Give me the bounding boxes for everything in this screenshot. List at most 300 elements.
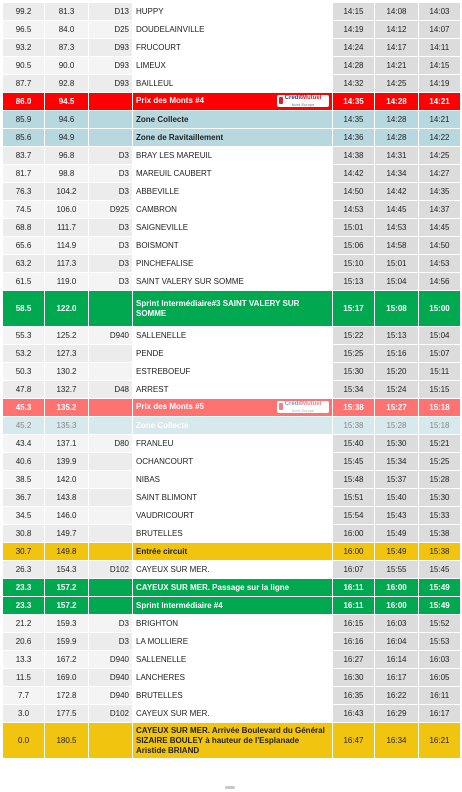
km-done-cell [45, 165, 89, 183]
time-mid-cell [375, 381, 419, 399]
time-fast-cell [333, 507, 375, 525]
place-cell [133, 597, 333, 615]
time-mid-text: 15:49 [386, 528, 407, 538]
place-text: DOUDELAINVILLE [136, 24, 205, 34]
place-text: NIBAS [136, 474, 161, 484]
km-done-cell [45, 471, 89, 489]
time-slow-text: 14:11 [429, 42, 450, 52]
time-slow-text: 15:15 [429, 384, 450, 394]
km-done-cell [45, 39, 89, 57]
time-fast-text: 15:01 [343, 222, 364, 232]
km-remaining-text: 26.3 [15, 564, 32, 574]
time-mid-cell [375, 21, 419, 39]
km-remaining-cell [3, 39, 45, 57]
sponsor-logo-icon [277, 95, 329, 107]
km-remaining-cell [3, 417, 45, 435]
km-remaining-cell [3, 93, 45, 111]
road-cell [89, 57, 133, 75]
km-remaining-cell [3, 201, 45, 219]
km-done-cell [45, 219, 89, 237]
km-remaining-text: 74.5 [15, 204, 32, 214]
km-remaining-text: 99.2 [15, 6, 32, 16]
time-slow-text: 15:18 [429, 420, 450, 430]
km-remaining-text: 76.3 [15, 186, 32, 196]
road-cell [89, 669, 133, 687]
route-row [3, 183, 461, 201]
time-fast-cell [333, 543, 375, 561]
time-fast-cell [333, 381, 375, 399]
road-cell [89, 111, 133, 129]
route-row [3, 399, 461, 417]
km-remaining-text: 93.2 [15, 42, 32, 52]
road-cell [89, 615, 133, 633]
km-done-text: 167.2 [56, 654, 77, 664]
sponsor-brand-word: Crédit [284, 401, 302, 407]
route-row [3, 75, 461, 93]
km-done-text: 114.9 [56, 240, 77, 250]
road-cell [89, 3, 133, 21]
time-slow-text: 14:35 [429, 186, 450, 196]
time-slow-cell [419, 687, 461, 705]
sponsor-brand-accent: Mutuel [302, 95, 322, 101]
route-row [3, 561, 461, 579]
km-done-text: 157.2 [56, 582, 77, 592]
time-fast-cell [333, 201, 375, 219]
route-row [3, 273, 461, 291]
km-done-text: 106.0 [56, 204, 77, 214]
place-cell [133, 237, 333, 255]
time-slow-text: 15:53 [429, 636, 450, 646]
road-text: D3 [118, 240, 129, 250]
time-fast-text: 15:45 [343, 456, 364, 466]
km-done-cell [45, 669, 89, 687]
time-fast-cell [333, 633, 375, 651]
road-cell [89, 399, 133, 417]
time-fast-cell [333, 219, 375, 237]
km-done-cell [45, 111, 89, 129]
place-text: ABBEVILLE [136, 186, 180, 196]
time-fast-cell [333, 453, 375, 471]
route-row [3, 543, 461, 561]
km-done-cell [45, 687, 89, 705]
time-slow-text: 15:38 [429, 546, 450, 556]
km-remaining-cell [3, 129, 45, 147]
route-row [3, 291, 461, 327]
time-mid-text: 14:31 [386, 150, 407, 160]
time-slow-cell [419, 165, 461, 183]
km-remaining-text: 0.0 [17, 735, 30, 745]
place-cell [133, 615, 333, 633]
km-done-text: 180.5 [56, 735, 77, 745]
time-mid-cell [375, 579, 419, 597]
time-fast-text: 16:35 [343, 690, 364, 700]
time-mid-cell [375, 633, 419, 651]
time-slow-text: 16:03 [429, 654, 450, 664]
time-mid-text: 15:43 [386, 510, 407, 520]
time-mid-cell [375, 543, 419, 561]
km-done-cell [45, 183, 89, 201]
time-fast-cell [333, 237, 375, 255]
km-done-cell [45, 147, 89, 165]
road-cell [89, 705, 133, 723]
time-fast-text: 15:51 [343, 492, 364, 502]
route-row [3, 687, 461, 705]
time-slow-cell [419, 543, 461, 561]
road-text: D3 [118, 222, 129, 232]
km-done-cell [45, 273, 89, 291]
place-text: PENDE [136, 348, 164, 358]
time-fast-cell [333, 417, 375, 435]
time-fast-text: 14:53 [343, 204, 364, 214]
route-row [3, 705, 461, 723]
time-slow-cell [419, 435, 461, 453]
place-cell [133, 327, 333, 345]
km-remaining-cell [3, 507, 45, 525]
road-cell [89, 381, 133, 399]
time-mid-cell [375, 39, 419, 57]
km-remaining-cell [3, 273, 45, 291]
time-slow-text: 15:18 [429, 402, 450, 412]
place-cell [133, 57, 333, 75]
time-mid-cell [375, 507, 419, 525]
place-cell [133, 507, 333, 525]
place-text: OCHANCOURT [136, 456, 194, 466]
route-row [3, 111, 461, 129]
place-text: HUPPY [136, 6, 164, 16]
road-text: D940 [109, 330, 129, 340]
time-fast-cell [333, 39, 375, 57]
km-remaining-cell [3, 21, 45, 39]
time-fast-text: 14:28 [343, 60, 364, 70]
km-remaining-text: 30.7 [15, 546, 32, 556]
time-slow-text: 14:25 [429, 150, 450, 160]
route-row [3, 201, 461, 219]
place-cell [133, 363, 333, 381]
time-slow-cell [419, 237, 461, 255]
km-done-text: 146.0 [56, 510, 77, 520]
road-cell [89, 597, 133, 615]
time-slow-cell [419, 633, 461, 651]
time-fast-cell [333, 93, 375, 111]
road-text: D48 [114, 384, 129, 394]
place-cell [133, 471, 333, 489]
time-slow-cell [419, 255, 461, 273]
time-fast-cell [333, 687, 375, 705]
km-remaining-text: 81.7 [15, 168, 32, 178]
time-mid-text: 16:22 [386, 690, 407, 700]
time-mid-text: 15:08 [386, 303, 407, 313]
km-done-cell [45, 417, 89, 435]
time-mid-text: 16:34 [386, 735, 407, 745]
place-cell [133, 147, 333, 165]
km-remaining-text: 61.5 [15, 276, 32, 286]
km-done-cell [45, 345, 89, 363]
route-row [3, 129, 461, 147]
km-remaining-cell [3, 597, 45, 615]
km-done-text: 104.2 [56, 186, 77, 196]
time-mid-text: 14:34 [386, 168, 407, 178]
time-mid-text: 14:17 [386, 42, 407, 52]
road-cell [89, 345, 133, 363]
time-slow-cell [419, 201, 461, 219]
time-slow-text: 14:56 [429, 276, 450, 286]
road-cell [89, 201, 133, 219]
time-fast-cell [333, 489, 375, 507]
km-remaining-text: 96.5 [15, 24, 32, 34]
time-slow-text: 14:15 [429, 60, 450, 70]
km-done-cell [45, 399, 89, 417]
km-done-cell [45, 129, 89, 147]
time-slow-text: 16:11 [429, 690, 450, 700]
time-slow-text: 15:07 [429, 348, 450, 358]
km-done-cell [45, 453, 89, 471]
time-fast-text: 15:38 [343, 402, 364, 412]
km-done-cell [45, 201, 89, 219]
time-mid-text: 14:28 [386, 96, 407, 106]
time-slow-text: 15:28 [429, 474, 450, 484]
place-cell [133, 183, 333, 201]
place-cell [133, 381, 333, 399]
place-cell [133, 345, 333, 363]
road-cell [89, 723, 133, 759]
time-slow-text: 14:21 [429, 96, 450, 106]
km-done-cell [45, 507, 89, 525]
time-mid-text: 14:21 [386, 60, 407, 70]
time-mid-cell [375, 57, 419, 75]
time-mid-cell [375, 669, 419, 687]
km-remaining-cell [3, 363, 45, 381]
time-mid-cell [375, 417, 419, 435]
time-slow-cell [419, 57, 461, 75]
time-mid-cell [375, 111, 419, 129]
time-mid-text: 16:14 [386, 654, 407, 664]
time-fast-cell [333, 327, 375, 345]
road-text: D940 [109, 690, 129, 700]
km-remaining-cell [3, 543, 45, 561]
route-row [3, 21, 461, 39]
time-slow-text: 15:52 [429, 618, 450, 628]
road-cell [89, 273, 133, 291]
route-row [3, 525, 461, 543]
time-fast-text: 16:15 [343, 618, 364, 628]
km-remaining-cell [3, 237, 45, 255]
time-slow-cell [419, 489, 461, 507]
time-slow-text: 14:50 [429, 240, 450, 250]
time-mid-cell [375, 471, 419, 489]
time-mid-cell [375, 291, 419, 327]
time-fast-cell [333, 57, 375, 75]
time-slow-text: 14:21 [429, 114, 450, 124]
time-slow-cell [419, 723, 461, 759]
time-mid-cell [375, 93, 419, 111]
km-remaining-cell [3, 615, 45, 633]
km-remaining-text: 13.3 [15, 654, 32, 664]
place-cell [133, 129, 333, 147]
km-remaining-text: 55.3 [15, 330, 32, 340]
time-fast-cell [333, 615, 375, 633]
place-cell [133, 165, 333, 183]
sponsor-brand-word: Crédit [284, 95, 302, 101]
time-fast-text: 15:54 [343, 510, 364, 520]
time-fast-text: 15:25 [343, 348, 364, 358]
time-slow-cell [419, 327, 461, 345]
road-cell [89, 255, 133, 273]
road-cell [89, 93, 133, 111]
place-text: PINCHEFALISE [136, 258, 194, 268]
route-row [3, 471, 461, 489]
time-fast-text: 15:40 [343, 438, 364, 448]
km-done-cell [45, 579, 89, 597]
time-slow-text: 15:38 [429, 528, 450, 538]
place-text: CAMBRON [136, 204, 177, 214]
road-text: D3 [118, 168, 129, 178]
time-fast-text: 14:36 [343, 132, 364, 142]
time-fast-cell [333, 345, 375, 363]
place-cell [133, 3, 333, 21]
km-done-text: 81.3 [58, 6, 75, 16]
time-slow-cell [419, 219, 461, 237]
road-cell [89, 327, 133, 345]
km-done-cell [45, 723, 89, 759]
place-text: Sprint Intermédiaire #4 [136, 600, 223, 610]
km-done-cell [45, 93, 89, 111]
km-remaining-text: 58.5 [15, 303, 32, 313]
time-slow-text: 14:03 [429, 6, 450, 16]
km-remaining-cell [3, 345, 45, 363]
time-fast-text: 14:35 [343, 96, 364, 106]
time-mid-cell [375, 723, 419, 759]
time-slow-cell [419, 417, 461, 435]
time-slow-text: 14:22 [429, 132, 450, 142]
time-mid-cell [375, 165, 419, 183]
time-fast-text: 14:32 [343, 78, 364, 88]
time-fast-text: 15:30 [343, 366, 364, 376]
place-cell [133, 219, 333, 237]
place-text: Zone de Ravitaillement [136, 132, 224, 142]
km-done-text: 111.7 [57, 222, 76, 232]
km-remaining-text: 34.5 [15, 510, 32, 520]
time-fast-text: 14:19 [343, 24, 364, 34]
route-rows [3, 3, 461, 759]
time-fast-cell [333, 255, 375, 273]
road-cell [89, 147, 133, 165]
time-mid-text: 15:40 [386, 492, 407, 502]
time-slow-cell [419, 21, 461, 39]
km-remaining-cell [3, 3, 45, 21]
time-mid-cell [375, 363, 419, 381]
place-text: BRIGHTON [136, 618, 179, 628]
route-row [3, 435, 461, 453]
time-fast-text: 16:30 [343, 672, 364, 682]
place-text: BAILLEUL [136, 78, 174, 88]
km-remaining-cell [3, 723, 45, 759]
km-remaining-cell [3, 687, 45, 705]
time-mid-cell [375, 3, 419, 21]
time-fast-text: 15:48 [343, 474, 364, 484]
place-cell [133, 687, 333, 705]
route-row [3, 363, 461, 381]
time-slow-cell [419, 363, 461, 381]
sponsor-mark-icon [279, 97, 283, 104]
place-text: Entrée circuit [136, 546, 188, 556]
place-cell [133, 579, 333, 597]
time-fast-cell [333, 3, 375, 21]
time-fast-text: 14:15 [343, 6, 364, 16]
road-cell [89, 39, 133, 57]
sponsor-tagline: Nord Europe [291, 102, 315, 107]
time-slow-cell [419, 93, 461, 111]
time-mid-cell [375, 327, 419, 345]
place-text: CAYEUX SUR MER. [136, 564, 210, 574]
km-done-text: 143.8 [56, 492, 77, 502]
km-remaining-cell [3, 561, 45, 579]
road-cell [89, 291, 133, 327]
place-cell [133, 75, 333, 93]
time-fast-cell [333, 165, 375, 183]
km-remaining-cell [3, 669, 45, 687]
road-text: D3 [118, 636, 129, 646]
km-remaining-cell [3, 525, 45, 543]
time-mid-cell [375, 561, 419, 579]
time-slow-text: 15:21 [429, 438, 450, 448]
route-row [3, 165, 461, 183]
time-mid-text: 14:08 [386, 6, 407, 16]
km-remaining-text: 23.3 [15, 600, 32, 610]
time-slow-cell [419, 3, 461, 21]
time-fast-text: 16:11 [343, 600, 364, 610]
road-cell [89, 435, 133, 453]
km-done-cell [45, 651, 89, 669]
time-slow-cell [419, 471, 461, 489]
time-fast-text: 16:07 [343, 564, 364, 574]
km-done-text: 117.3 [56, 258, 77, 268]
place-text: SAINT BLIMONT [136, 492, 198, 502]
time-mid-text: 14:45 [386, 204, 407, 214]
route-row [3, 327, 461, 345]
km-done-cell [45, 543, 89, 561]
time-mid-text: 16:17 [386, 672, 407, 682]
time-slow-text: 14:07 [429, 24, 450, 34]
road-cell [89, 453, 133, 471]
time-fast-cell [333, 471, 375, 489]
time-mid-text: 14:28 [386, 114, 407, 124]
time-slow-text: 15:00 [429, 303, 450, 313]
time-mid-text: 14:25 [386, 78, 407, 88]
route-row [3, 723, 461, 759]
time-mid-text: 14:42 [386, 186, 407, 196]
place-cell [133, 435, 333, 453]
km-done-cell [45, 363, 89, 381]
road-cell [89, 651, 133, 669]
km-done-text: 159.9 [56, 636, 77, 646]
sponsor-mark-icon [279, 403, 283, 410]
place-text: LANCHERES [136, 672, 185, 682]
road-cell [89, 543, 133, 561]
time-mid-cell [375, 129, 419, 147]
time-fast-text: 16:27 [343, 654, 364, 664]
km-done-text: 149.7 [56, 528, 77, 538]
km-remaining-text: 11.5 [16, 672, 31, 682]
time-slow-text: 14:37 [429, 204, 450, 214]
km-remaining-text: 7.7 [17, 690, 30, 700]
route-timetable [2, 2, 461, 759]
time-mid-cell [375, 237, 419, 255]
km-done-text: 130.2 [56, 366, 77, 376]
km-done-cell [45, 633, 89, 651]
time-slow-cell [419, 525, 461, 543]
time-mid-cell [375, 201, 419, 219]
time-mid-text: 15:13 [386, 330, 407, 340]
